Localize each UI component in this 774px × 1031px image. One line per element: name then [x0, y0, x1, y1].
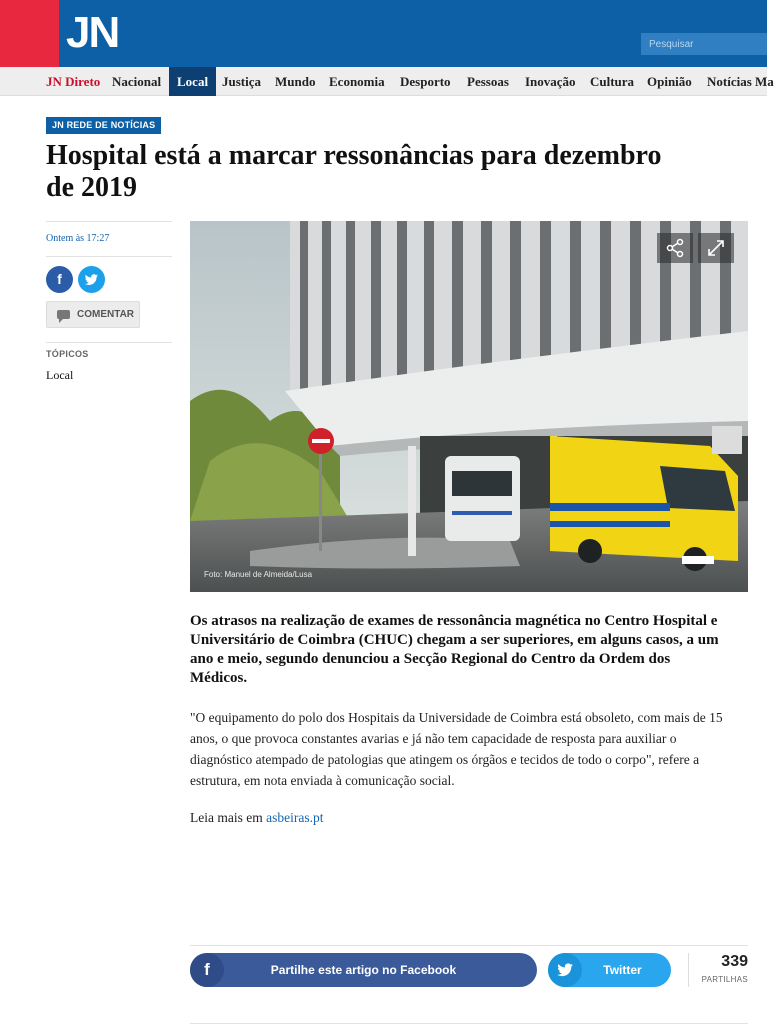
facebook-share-label: Partilhe este artigo no Facebook	[270, 963, 457, 977]
comment-button[interactable]	[46, 301, 140, 328]
nav-item-inovacao[interactable]: Inovação	[525, 74, 576, 89]
facebook-icon: f	[57, 271, 62, 287]
facebook-share-wide-button[interactable]	[190, 953, 537, 987]
publish-date: Ontem às 17:27	[46, 233, 110, 244]
article-photo[interactable]	[190, 221, 748, 592]
read-more	[190, 810, 323, 826]
hospital-photo-illustration	[190, 221, 748, 592]
nav-item-opiniao[interactable]: Opinião	[647, 74, 692, 89]
nav-item-pessoas[interactable]: Pessoas	[467, 74, 509, 89]
share-count: 339	[721, 953, 748, 970]
share-bar-divider	[190, 1023, 748, 1024]
twitter-share-button[interactable]	[78, 266, 105, 293]
search-input[interactable]	[641, 33, 767, 55]
twitter-icon	[78, 266, 105, 293]
sidebar-divider	[46, 256, 172, 257]
topic-link-local[interactable]: Local	[46, 368, 74, 382]
article-title: Hospital está a marcar ressonâncias para dezembro de 2019	[46, 140, 662, 203]
comment-label: COMENTAR	[77, 309, 135, 320]
nav-item-local[interactable]: Local	[169, 67, 216, 96]
article-paragraph: "O equipamento do polo dos Hospitais da Universidade de Coimbra está obsoleto, com mais de 15 anos, o que provoca constantes avarias e já não tem capacidade de resposta para auxiliar o diagnóstico atempado de patologias que atingem os órgãos e tecidos de todo o corpo", refere a estrutura, em nota enviada à comunicação social.	[190, 710, 723, 788]
photo-credit: Foto: Manuel de Almeida/Lusa	[204, 570, 313, 579]
nav-item-justica[interactable]: Justiça	[222, 74, 261, 89]
nav-item-mundo[interactable]: Mundo	[275, 74, 316, 89]
nav-item-nacional[interactable]: Nacional	[112, 74, 162, 89]
share-count-divider	[688, 953, 689, 987]
sidebar-divider	[46, 342, 172, 343]
share-bar-divider	[190, 945, 748, 946]
topics-label: TÓPICOS	[46, 349, 89, 359]
facebook-icon: f	[190, 953, 224, 987]
section-tag[interactable]: JN REDE DE NOTÍCIAS	[46, 117, 161, 134]
photo-expand-button[interactable]	[698, 233, 734, 263]
nav-item-jn-direto[interactable]: JN Direto	[46, 74, 101, 89]
facebook-share-button[interactable]	[46, 266, 73, 293]
article-lead: Os atrasos na realização de exames de ressonância magnética no Centro Hospital e Universitário de Coimbra (CHUC) chegam a ser superiores, em alguns casos, a um ano e meio, segundo denunciou a Secção Regional do Centro da Ordem dos Médicos.	[190, 613, 719, 686]
expand-icon	[698, 233, 734, 263]
nav-item-desporto[interactable]: Desporto	[400, 74, 451, 89]
brand-red-block	[0, 0, 59, 67]
twitter-share-wide-button[interactable]	[548, 953, 671, 987]
site-header	[0, 0, 767, 67]
twitter-icon	[548, 953, 582, 987]
nav-item-economia[interactable]: Economia	[329, 74, 385, 89]
nav-item-noticias[interactable]: Notícias Ma	[707, 74, 774, 89]
read-more-prefix: Leia mais em	[190, 810, 263, 825]
read-more-link[interactable]: asbeiras.pt	[266, 810, 324, 825]
nav-item-cultura[interactable]: Cultura	[590, 74, 635, 89]
site-logo[interactable]: JN	[66, 8, 119, 57]
sidebar-divider	[46, 221, 172, 222]
share-count-label: PARTILHAS	[701, 975, 748, 984]
comment-icon	[57, 310, 70, 319]
photo-share-button[interactable]	[657, 233, 693, 263]
main-nav	[0, 67, 774, 96]
twitter-share-label: Twitter	[603, 963, 642, 977]
share-icon	[657, 233, 693, 263]
